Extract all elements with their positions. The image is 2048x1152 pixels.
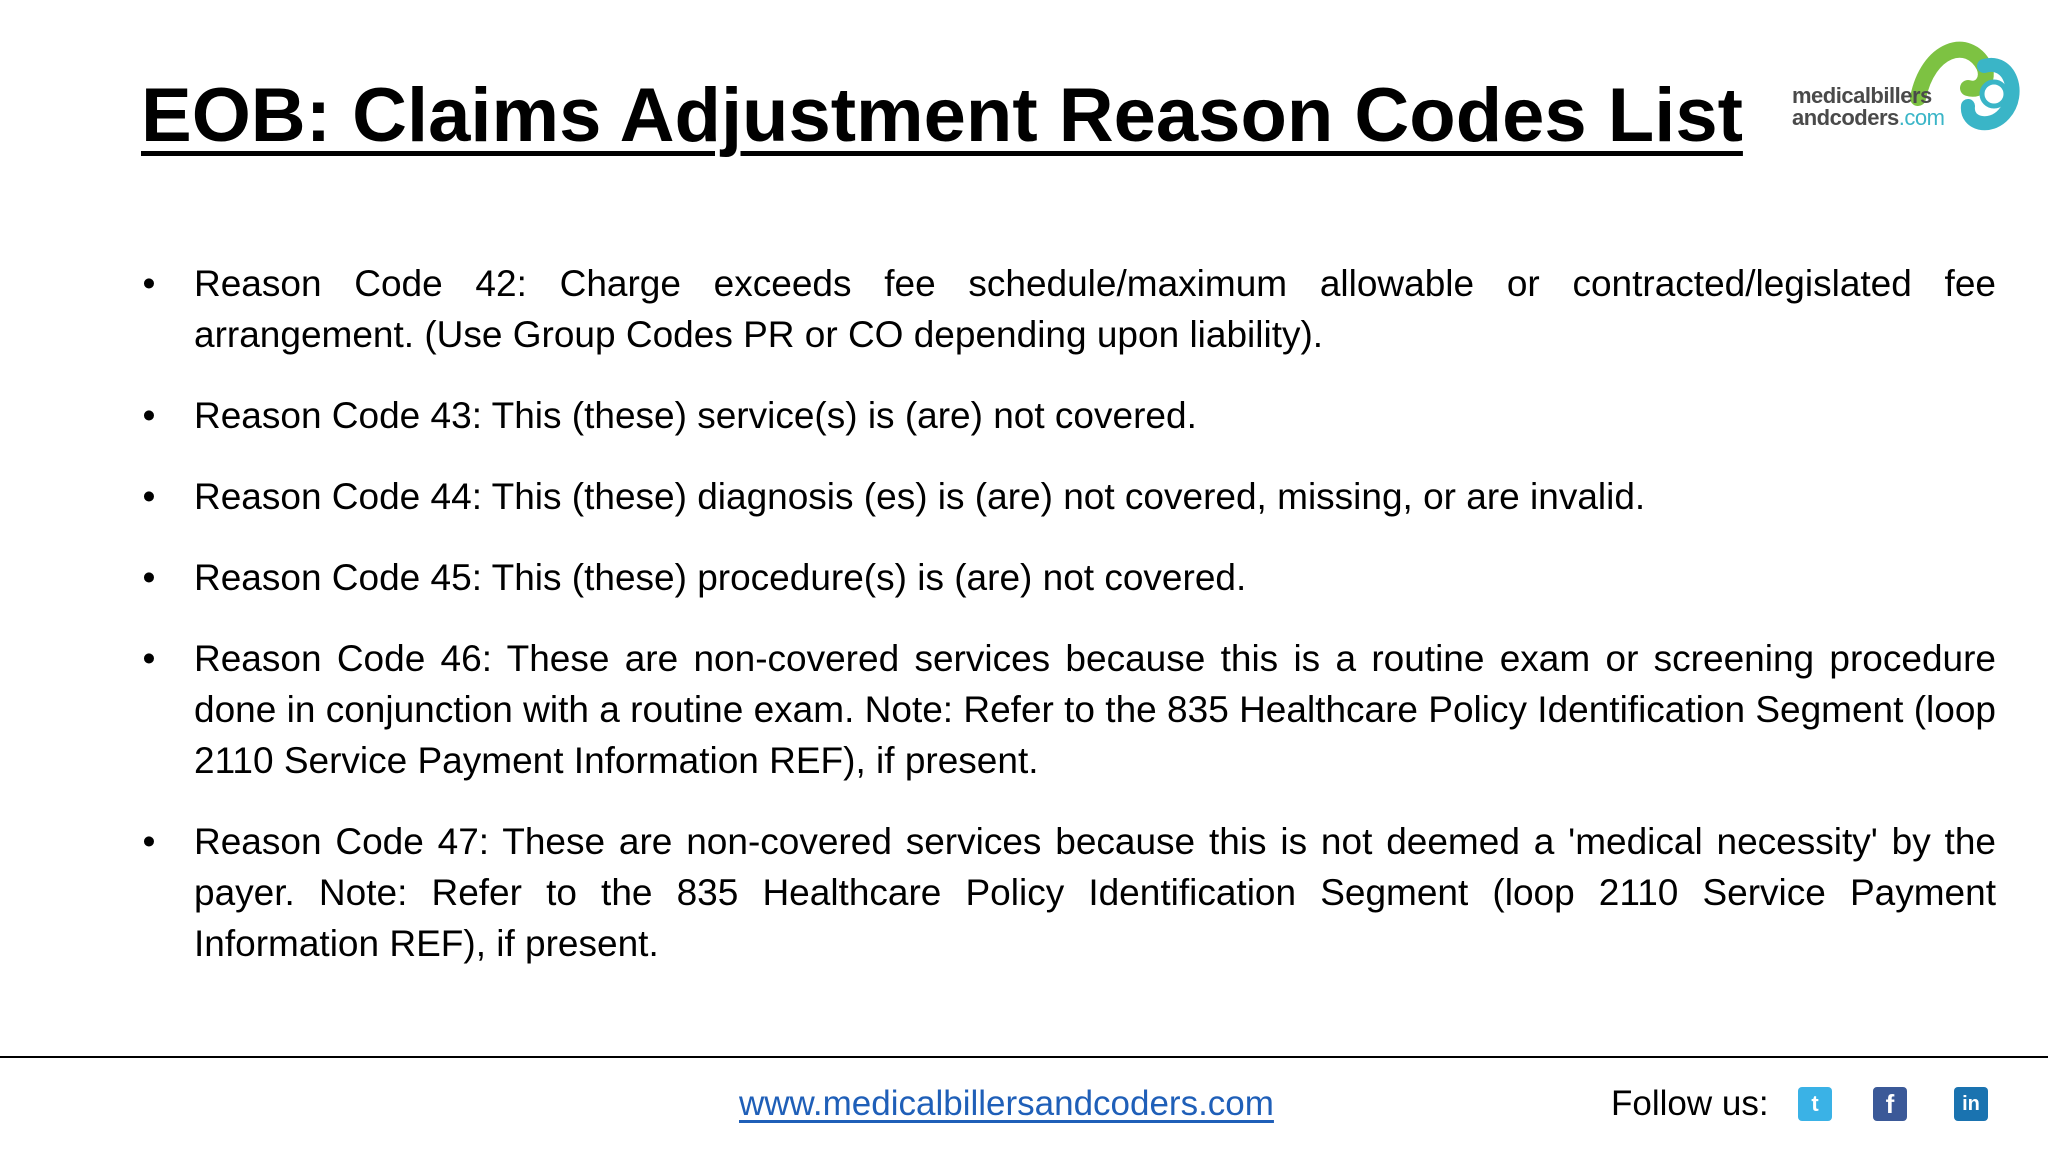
logo-line-1: medicalbillers [1792,83,1932,108]
list-item-text: Reason Code 44: This (these) diagnosis (es) is (are) not covered, missing, or are invalid. [194,476,1646,517]
reason-code-list [130,258,1996,999]
bullet-icon: • [142,557,156,598]
company-logo[interactable] [1786,28,2026,148]
list-item [130,471,1996,522]
bullet-icon: • [142,395,156,436]
footer-divider [0,1056,2048,1058]
list-item [130,552,1996,603]
list-item-text: Reason Code 47: These are non-covered services because this is not deemed a 'medical necessity' by the payer. Note: Refer to the 835 Healthcare Policy Identification Segment (loop 2110 Service Payment Information REF), if present. [194,821,1996,964]
bullet-icon: • [142,263,156,304]
website-link[interactable]: www.medicalbillersandcoders.com [739,1084,1274,1123]
logo-line-2 [1792,107,1944,129]
follow-us-label: Follow us: [1611,1084,1769,1123]
linkedin-icon[interactable]: in [1954,1087,1988,1121]
list-item-text: Reason Code 46: These are non-covered services because this is a routine exam or screening procedure done in conjunction with a routine exam. Note: Refer to the 835 Healthcare Policy Identification Segment (loop 2110 Service Payment Information REF), if present. [194,638,1996,781]
list-item-text: Reason Code 43: This (these) service(s) is (are) not covered. [194,395,1197,436]
list-item [130,816,1996,969]
list-item-text: Reason Code 45: This (these) procedure(s) is (are) not covered. [194,557,1247,598]
twitter-icon[interactable]: t [1798,1087,1832,1121]
bullet-icon: • [142,476,156,517]
list-item [130,258,1996,360]
list-item [130,390,1996,441]
facebook-icon[interactable]: f [1873,1087,1907,1121]
list-item-text: Reason Code 42: Charge exceeds fee schedule/maximum allowable or contracted/legislated fee arrangement. (Use Group Codes PR or CO depending upon liability). [194,263,1996,355]
list-item [130,633,1996,786]
logo-line-2-name: andcoders [1792,105,1899,130]
logo-line-2-suffix: .com [1898,105,1945,130]
slide-title: EOB: Claims Adjustment Reason Codes List [141,73,1743,158]
bullet-icon: • [142,638,156,679]
bullet-icon: • [142,821,156,862]
logo-wordmark [1792,85,1944,129]
